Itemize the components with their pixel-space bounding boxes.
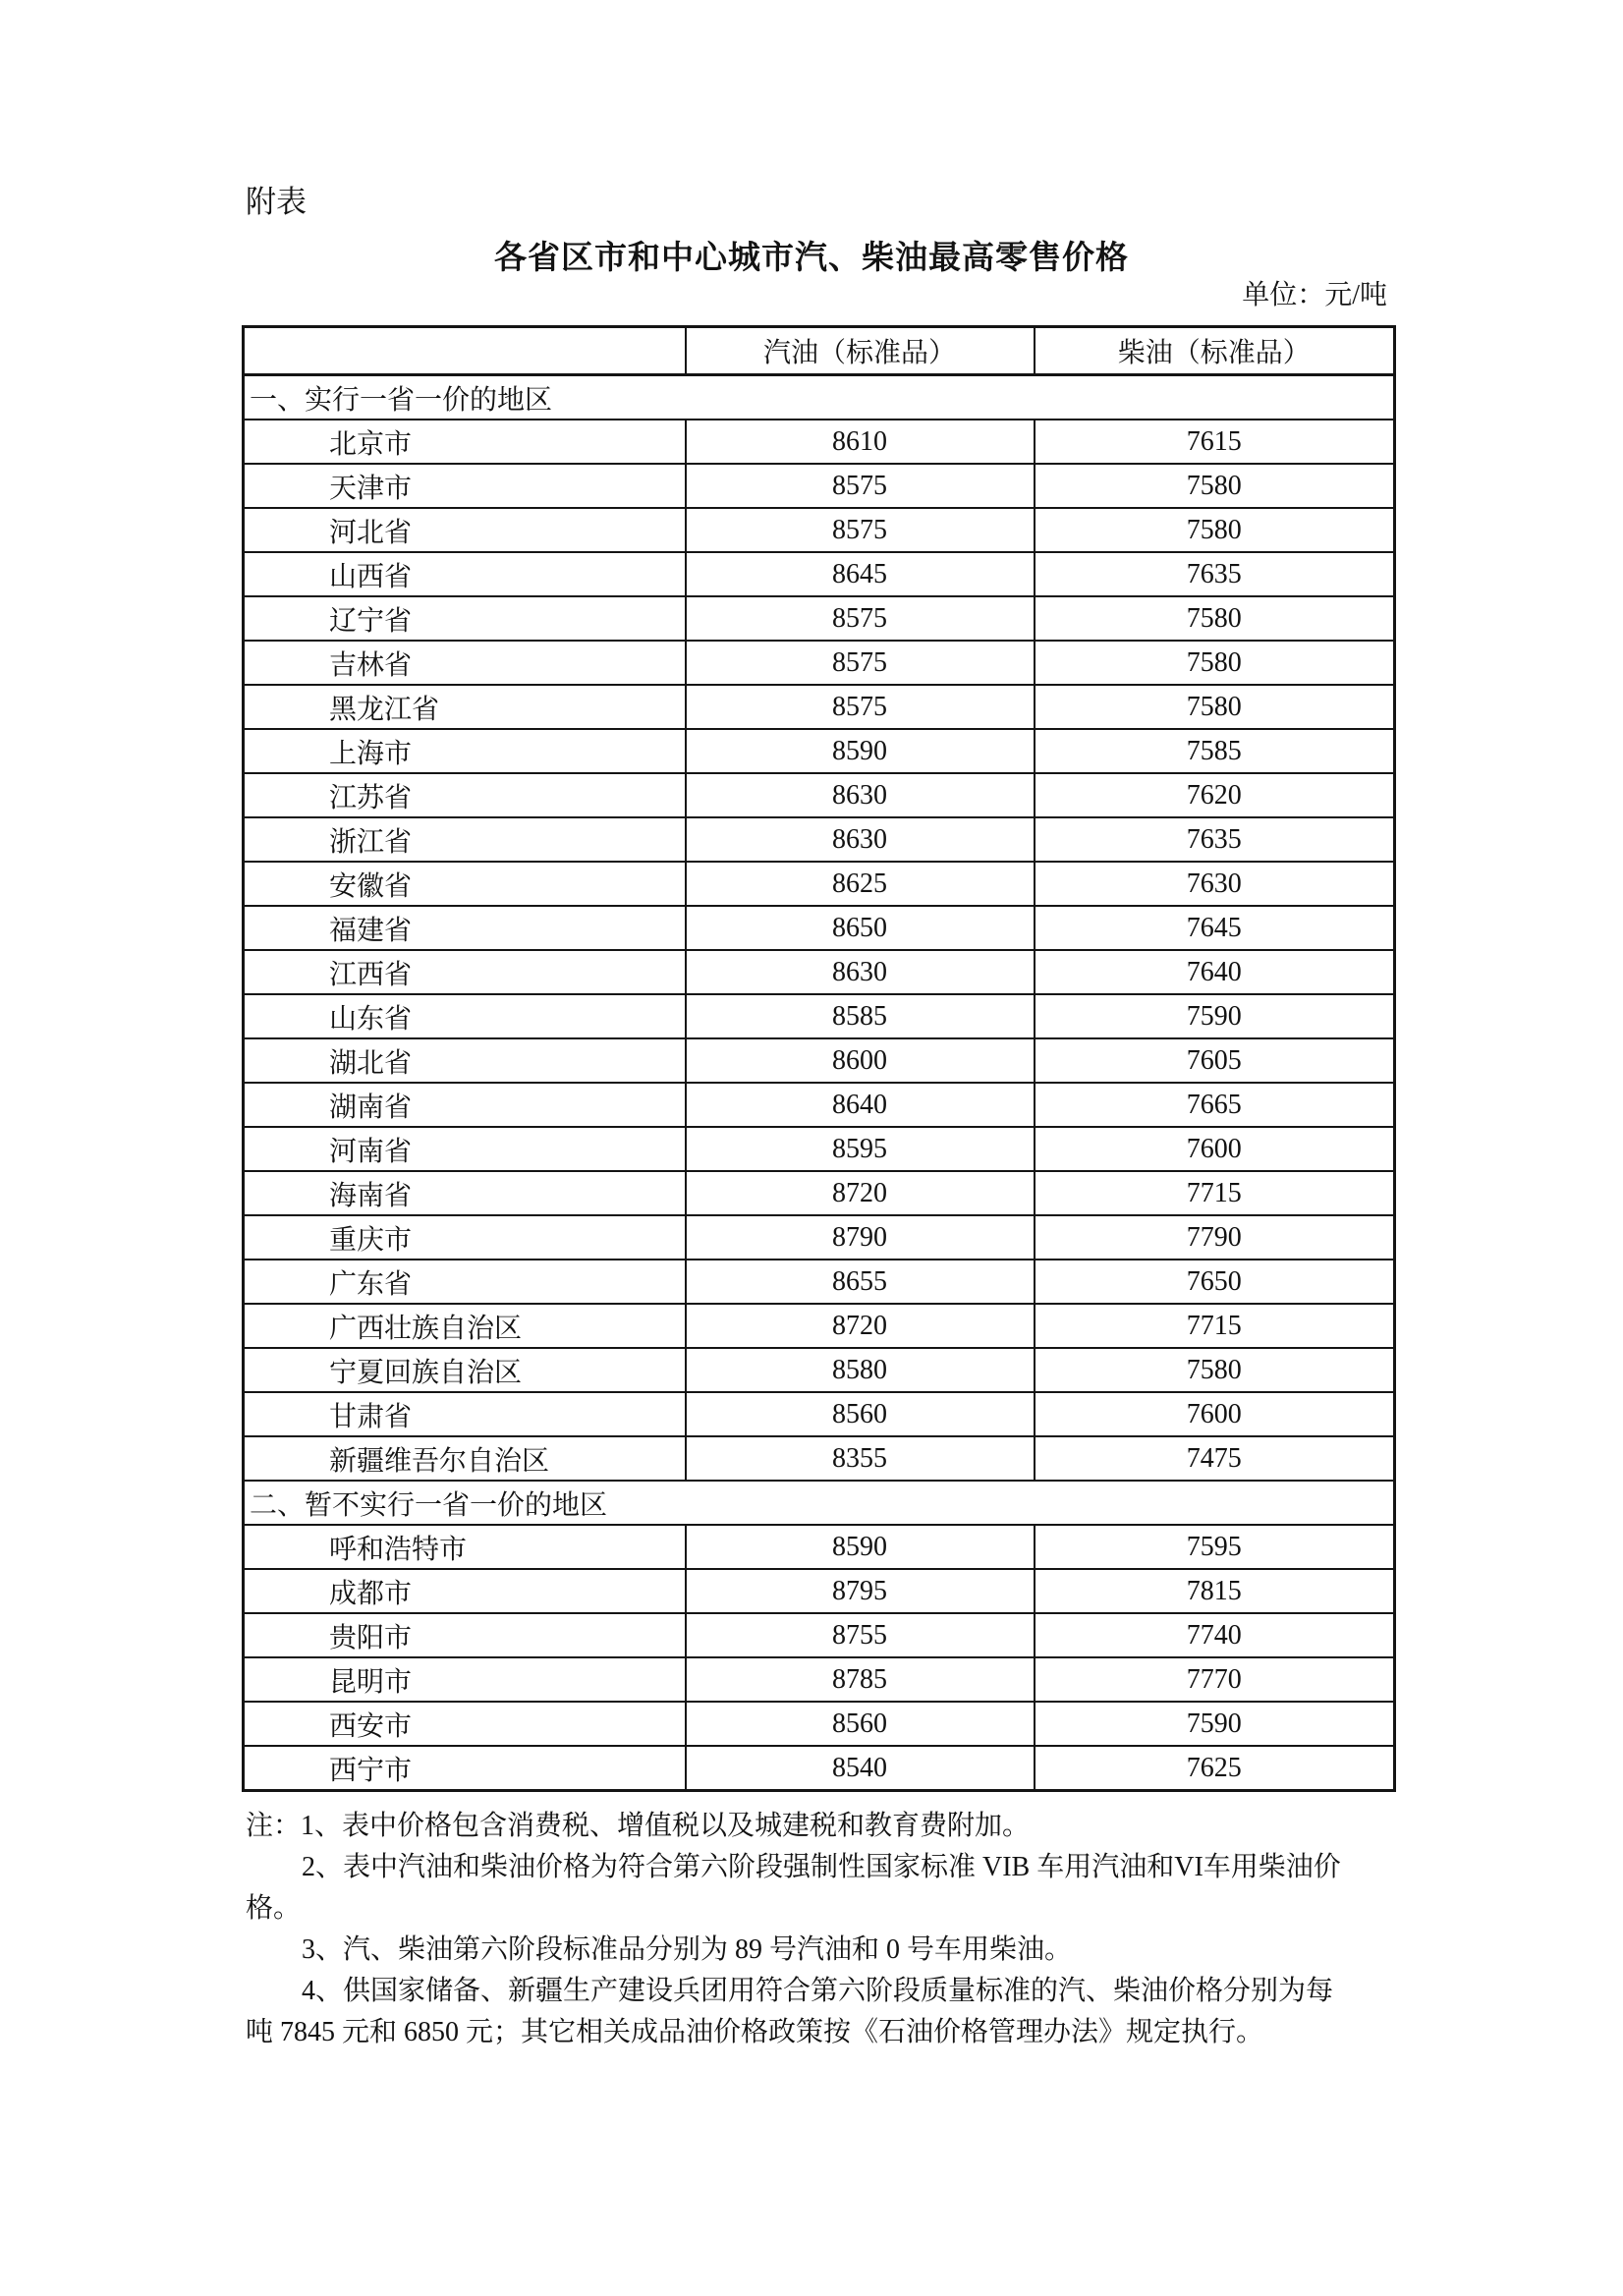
table-row xyxy=(244,1260,1395,1304)
table-row xyxy=(244,1348,1395,1392)
gasoline-price-cell: 8575 xyxy=(686,464,1035,508)
region-cell: 天津市 xyxy=(244,464,686,508)
diesel-price-cell: 7770 xyxy=(1035,1657,1395,1702)
diesel-price-cell: 7580 xyxy=(1035,641,1395,685)
diesel-price-cell: 7595 xyxy=(1035,1525,1395,1569)
region-cell: 山西省 xyxy=(244,552,686,596)
gasoline-price-cell: 8590 xyxy=(686,1525,1035,1569)
gasoline-price-cell: 8720 xyxy=(686,1304,1035,1348)
table-row xyxy=(244,950,1395,994)
region-cell: 湖南省 xyxy=(244,1083,686,1127)
diesel-price-cell: 7665 xyxy=(1035,1083,1395,1127)
note-line: 2、表中汽油和柴油价格为符合第六阶段强制性国家标准 VIB 车用汽油和VI车用柴油价 xyxy=(302,1852,1341,1882)
table-row xyxy=(244,994,1395,1038)
gasoline-price-cell: 8645 xyxy=(686,552,1035,596)
region-cell: 甘肃省 xyxy=(244,1392,686,1436)
table-row xyxy=(244,1215,1395,1260)
region-cell: 浙江省 xyxy=(244,817,686,862)
table-row xyxy=(244,729,1395,773)
gasoline-price-cell: 8590 xyxy=(686,729,1035,773)
table-row xyxy=(244,862,1395,906)
gasoline-price-cell: 8640 xyxy=(686,1083,1035,1127)
table-row xyxy=(244,420,1395,464)
gasoline-price-cell: 8795 xyxy=(686,1569,1035,1613)
diesel-price-cell: 7815 xyxy=(1035,1569,1395,1613)
gasoline-price-cell: 8610 xyxy=(686,420,1035,464)
table-row xyxy=(244,552,1395,596)
table-row xyxy=(244,1038,1395,1083)
region-cell: 呼和浩特市 xyxy=(244,1525,686,1569)
region-cell: 北京市 xyxy=(244,420,686,464)
diesel-price-cell: 7590 xyxy=(1035,994,1395,1038)
table-row xyxy=(244,1702,1395,1746)
region-cell: 贵阳市 xyxy=(244,1613,686,1657)
region-cell: 黑龙江省 xyxy=(244,685,686,729)
table-row xyxy=(244,906,1395,950)
gasoline-price-cell: 8575 xyxy=(686,685,1035,729)
gasoline-price-cell: 8720 xyxy=(686,1171,1035,1215)
diesel-price-cell: 7600 xyxy=(1035,1127,1395,1171)
gasoline-price-cell: 8560 xyxy=(686,1392,1035,1436)
gasoline-price-cell: 8540 xyxy=(686,1746,1035,1791)
table-row xyxy=(244,1569,1395,1613)
table-row xyxy=(244,1304,1395,1348)
gasoline-price-cell: 8355 xyxy=(686,1436,1035,1481)
region-cell: 山东省 xyxy=(244,994,686,1038)
region-cell: 河北省 xyxy=(244,508,686,552)
table-row xyxy=(244,773,1395,817)
note-line: 3、汽、柴油第六阶段标准品分别为 89 号汽油和 0 号车用柴油。 xyxy=(302,1934,1073,1965)
table-row xyxy=(244,508,1395,552)
diesel-price-cell: 7650 xyxy=(1035,1260,1395,1304)
region-cell: 上海市 xyxy=(244,729,686,773)
diesel-price-cell: 7740 xyxy=(1035,1613,1395,1657)
region-column-header xyxy=(244,327,686,375)
diesel-price-cell: 7715 xyxy=(1035,1171,1395,1215)
gasoline-price-cell: 8630 xyxy=(686,773,1035,817)
gasoline-price-cell: 8600 xyxy=(686,1038,1035,1083)
table-row xyxy=(244,596,1395,641)
diesel-price-cell: 7645 xyxy=(1035,906,1395,950)
note-line: 注：1、表中价格包含消费税、增值税以及城建税和教育费附加。 xyxy=(246,1811,1031,1841)
diesel-column-header: 柴油（标准品） xyxy=(1035,327,1395,375)
diesel-price-cell: 7585 xyxy=(1035,729,1395,773)
table-row xyxy=(244,1127,1395,1171)
diesel-price-cell: 7635 xyxy=(1035,552,1395,596)
diesel-price-cell: 7580 xyxy=(1035,596,1395,641)
diesel-price-cell: 7580 xyxy=(1035,1348,1395,1392)
diesel-price-cell: 7620 xyxy=(1035,773,1395,817)
region-cell: 辽宁省 xyxy=(244,596,686,641)
diesel-price-cell: 7605 xyxy=(1035,1038,1395,1083)
unit-label: 单位：元/吨 xyxy=(1242,280,1387,310)
diesel-price-cell: 7615 xyxy=(1035,420,1395,464)
gasoline-price-cell: 8630 xyxy=(686,950,1035,994)
diesel-price-cell: 7580 xyxy=(1035,464,1395,508)
diesel-price-cell: 7630 xyxy=(1035,862,1395,906)
table-row xyxy=(244,1392,1395,1436)
region-cell: 西宁市 xyxy=(244,1746,686,1791)
region-cell: 江西省 xyxy=(244,950,686,994)
table-row xyxy=(244,1613,1395,1657)
table-row xyxy=(244,817,1395,862)
region-cell: 安徽省 xyxy=(244,862,686,906)
region-cell: 昆明市 xyxy=(244,1657,686,1702)
table-row xyxy=(244,1746,1395,1791)
gasoline-price-cell: 8585 xyxy=(686,994,1035,1038)
gasoline-price-cell: 8655 xyxy=(686,1260,1035,1304)
region-cell: 成都市 xyxy=(244,1569,686,1613)
gasoline-price-cell: 8595 xyxy=(686,1127,1035,1171)
diesel-price-cell: 7625 xyxy=(1035,1746,1395,1791)
region-cell: 江苏省 xyxy=(244,773,686,817)
note-line: 格。 xyxy=(246,1893,302,1924)
attachment-label: 附表 xyxy=(246,185,307,219)
table-row xyxy=(244,1171,1395,1215)
price-table-body xyxy=(244,375,1395,1791)
region-cell: 海南省 xyxy=(244,1171,686,1215)
table-row xyxy=(244,685,1395,729)
page-title: 各省区市和中心城市汽、柴油最高零售价格 xyxy=(494,239,1129,275)
region-cell: 宁夏回族自治区 xyxy=(244,1348,686,1392)
gasoline-price-cell: 8650 xyxy=(686,906,1035,950)
table-row xyxy=(244,1083,1395,1127)
region-cell: 河南省 xyxy=(244,1127,686,1171)
region-cell: 重庆市 xyxy=(244,1215,686,1260)
region-cell: 西安市 xyxy=(244,1702,686,1746)
table-row xyxy=(244,641,1395,685)
section-header-label: 一、实行一省一价的地区 xyxy=(244,375,1395,420)
table-row xyxy=(244,1657,1395,1702)
gasoline-price-cell: 8625 xyxy=(686,862,1035,906)
region-cell: 广西壮族自治区 xyxy=(244,1304,686,1348)
gasoline-price-cell: 8785 xyxy=(686,1657,1035,1702)
diesel-price-cell: 7635 xyxy=(1035,817,1395,862)
diesel-price-cell: 7475 xyxy=(1035,1436,1395,1481)
section-header-row xyxy=(244,375,1395,420)
gasoline-price-cell: 8630 xyxy=(686,817,1035,862)
note-line: 4、供国家储备、新疆生产建设兵团用符合第六阶段质量标准的汽、柴油价格分别为每 xyxy=(302,1976,1334,2006)
region-cell: 广东省 xyxy=(244,1260,686,1304)
section-header-row xyxy=(244,1481,1395,1525)
gasoline-price-cell: 8755 xyxy=(686,1613,1035,1657)
region-cell: 新疆维吾尔自治区 xyxy=(244,1436,686,1481)
diesel-price-cell: 7600 xyxy=(1035,1392,1395,1436)
gasoline-price-cell: 8575 xyxy=(686,508,1035,552)
gasoline-price-cell: 8560 xyxy=(686,1702,1035,1746)
table-row xyxy=(244,464,1395,508)
gasoline-price-cell: 8575 xyxy=(686,596,1035,641)
region-cell: 福建省 xyxy=(244,906,686,950)
table-row xyxy=(244,1436,1395,1481)
price-table xyxy=(242,325,1396,1792)
diesel-price-cell: 7580 xyxy=(1035,685,1395,729)
diesel-price-cell: 7580 xyxy=(1035,508,1395,552)
diesel-price-cell: 7590 xyxy=(1035,1702,1395,1746)
gasoline-price-cell: 8575 xyxy=(686,641,1035,685)
diesel-price-cell: 7640 xyxy=(1035,950,1395,994)
diesel-price-cell: 7790 xyxy=(1035,1215,1395,1260)
notes xyxy=(246,1806,1415,2053)
gasoline-column-header: 汽油（标准品） xyxy=(686,327,1035,375)
table-header-row xyxy=(244,327,1395,375)
gasoline-price-cell: 8790 xyxy=(686,1215,1035,1260)
section-header-label: 二、暂不实行一省一价的地区 xyxy=(244,1481,1395,1525)
region-cell: 吉林省 xyxy=(244,641,686,685)
table-row xyxy=(244,1525,1395,1569)
region-cell: 湖北省 xyxy=(244,1038,686,1083)
diesel-price-cell: 7715 xyxy=(1035,1304,1395,1348)
note-line: 吨 7845 元和 6850 元；其它相关成品油价格政策按《石油价格管理办法》规定执行。 xyxy=(246,2017,1264,2047)
gasoline-price-cell: 8580 xyxy=(686,1348,1035,1392)
